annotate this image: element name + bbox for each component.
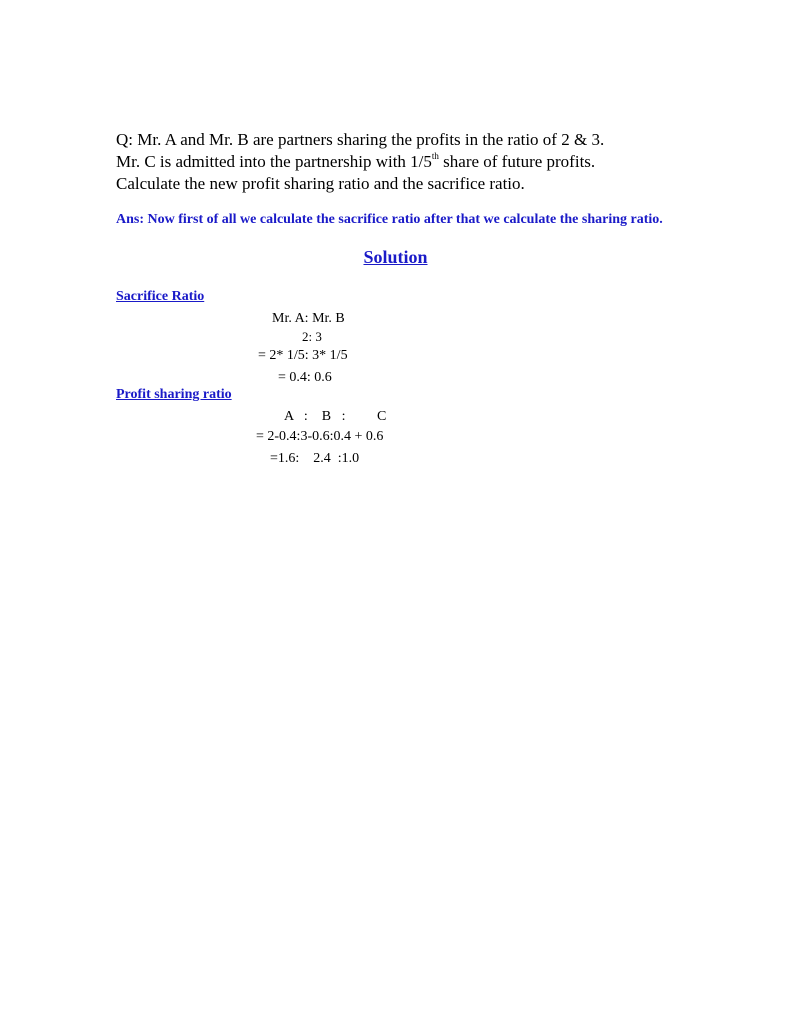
- sacrifice-line-1: Mr. A: Mr. B: [272, 311, 345, 326]
- question-line-2-start: Mr. C is admitted into the partnership with 1/5: [116, 152, 432, 171]
- question-line-3: Calculate the new profit sharing ratio and the sacrifice ratio.: [116, 174, 525, 193]
- sacrifice-line-4: = 0.4: 0.6: [278, 370, 332, 385]
- superscript-th: th: [431, 151, 439, 162]
- question-line-2-end: share of future profits.: [438, 152, 596, 171]
- sacrifice-line-2: 2: 3: [302, 329, 322, 344]
- answer-text: Ans: Now first of all we calculate the sacrifice ratio after that we calculate the sharing ratio.: [116, 212, 663, 227]
- profit-line-2: = 2-0.4:3-0.6:0.4 + 0.6: [256, 429, 384, 444]
- question-line-2: [116, 151, 696, 173]
- sacrifice-ratio-heading: Sacrifice Ratio: [116, 289, 205, 304]
- question-text: [116, 129, 696, 195]
- solution-heading: Solution: [363, 247, 428, 267]
- sacrifice-line-3: = 2* 1/5: 3* 1/5: [258, 348, 348, 363]
- question-line-1: Q: Mr. A and Mr. B are partners sharing the profits in the ratio of 2 & 3.: [116, 130, 605, 149]
- profit-sharing-ratio-heading: Profit sharing ratio: [116, 387, 232, 402]
- profit-line-3: =1.6: 2.4 :1.0: [270, 451, 360, 466]
- profit-line-1: A : B : C: [284, 409, 387, 424]
